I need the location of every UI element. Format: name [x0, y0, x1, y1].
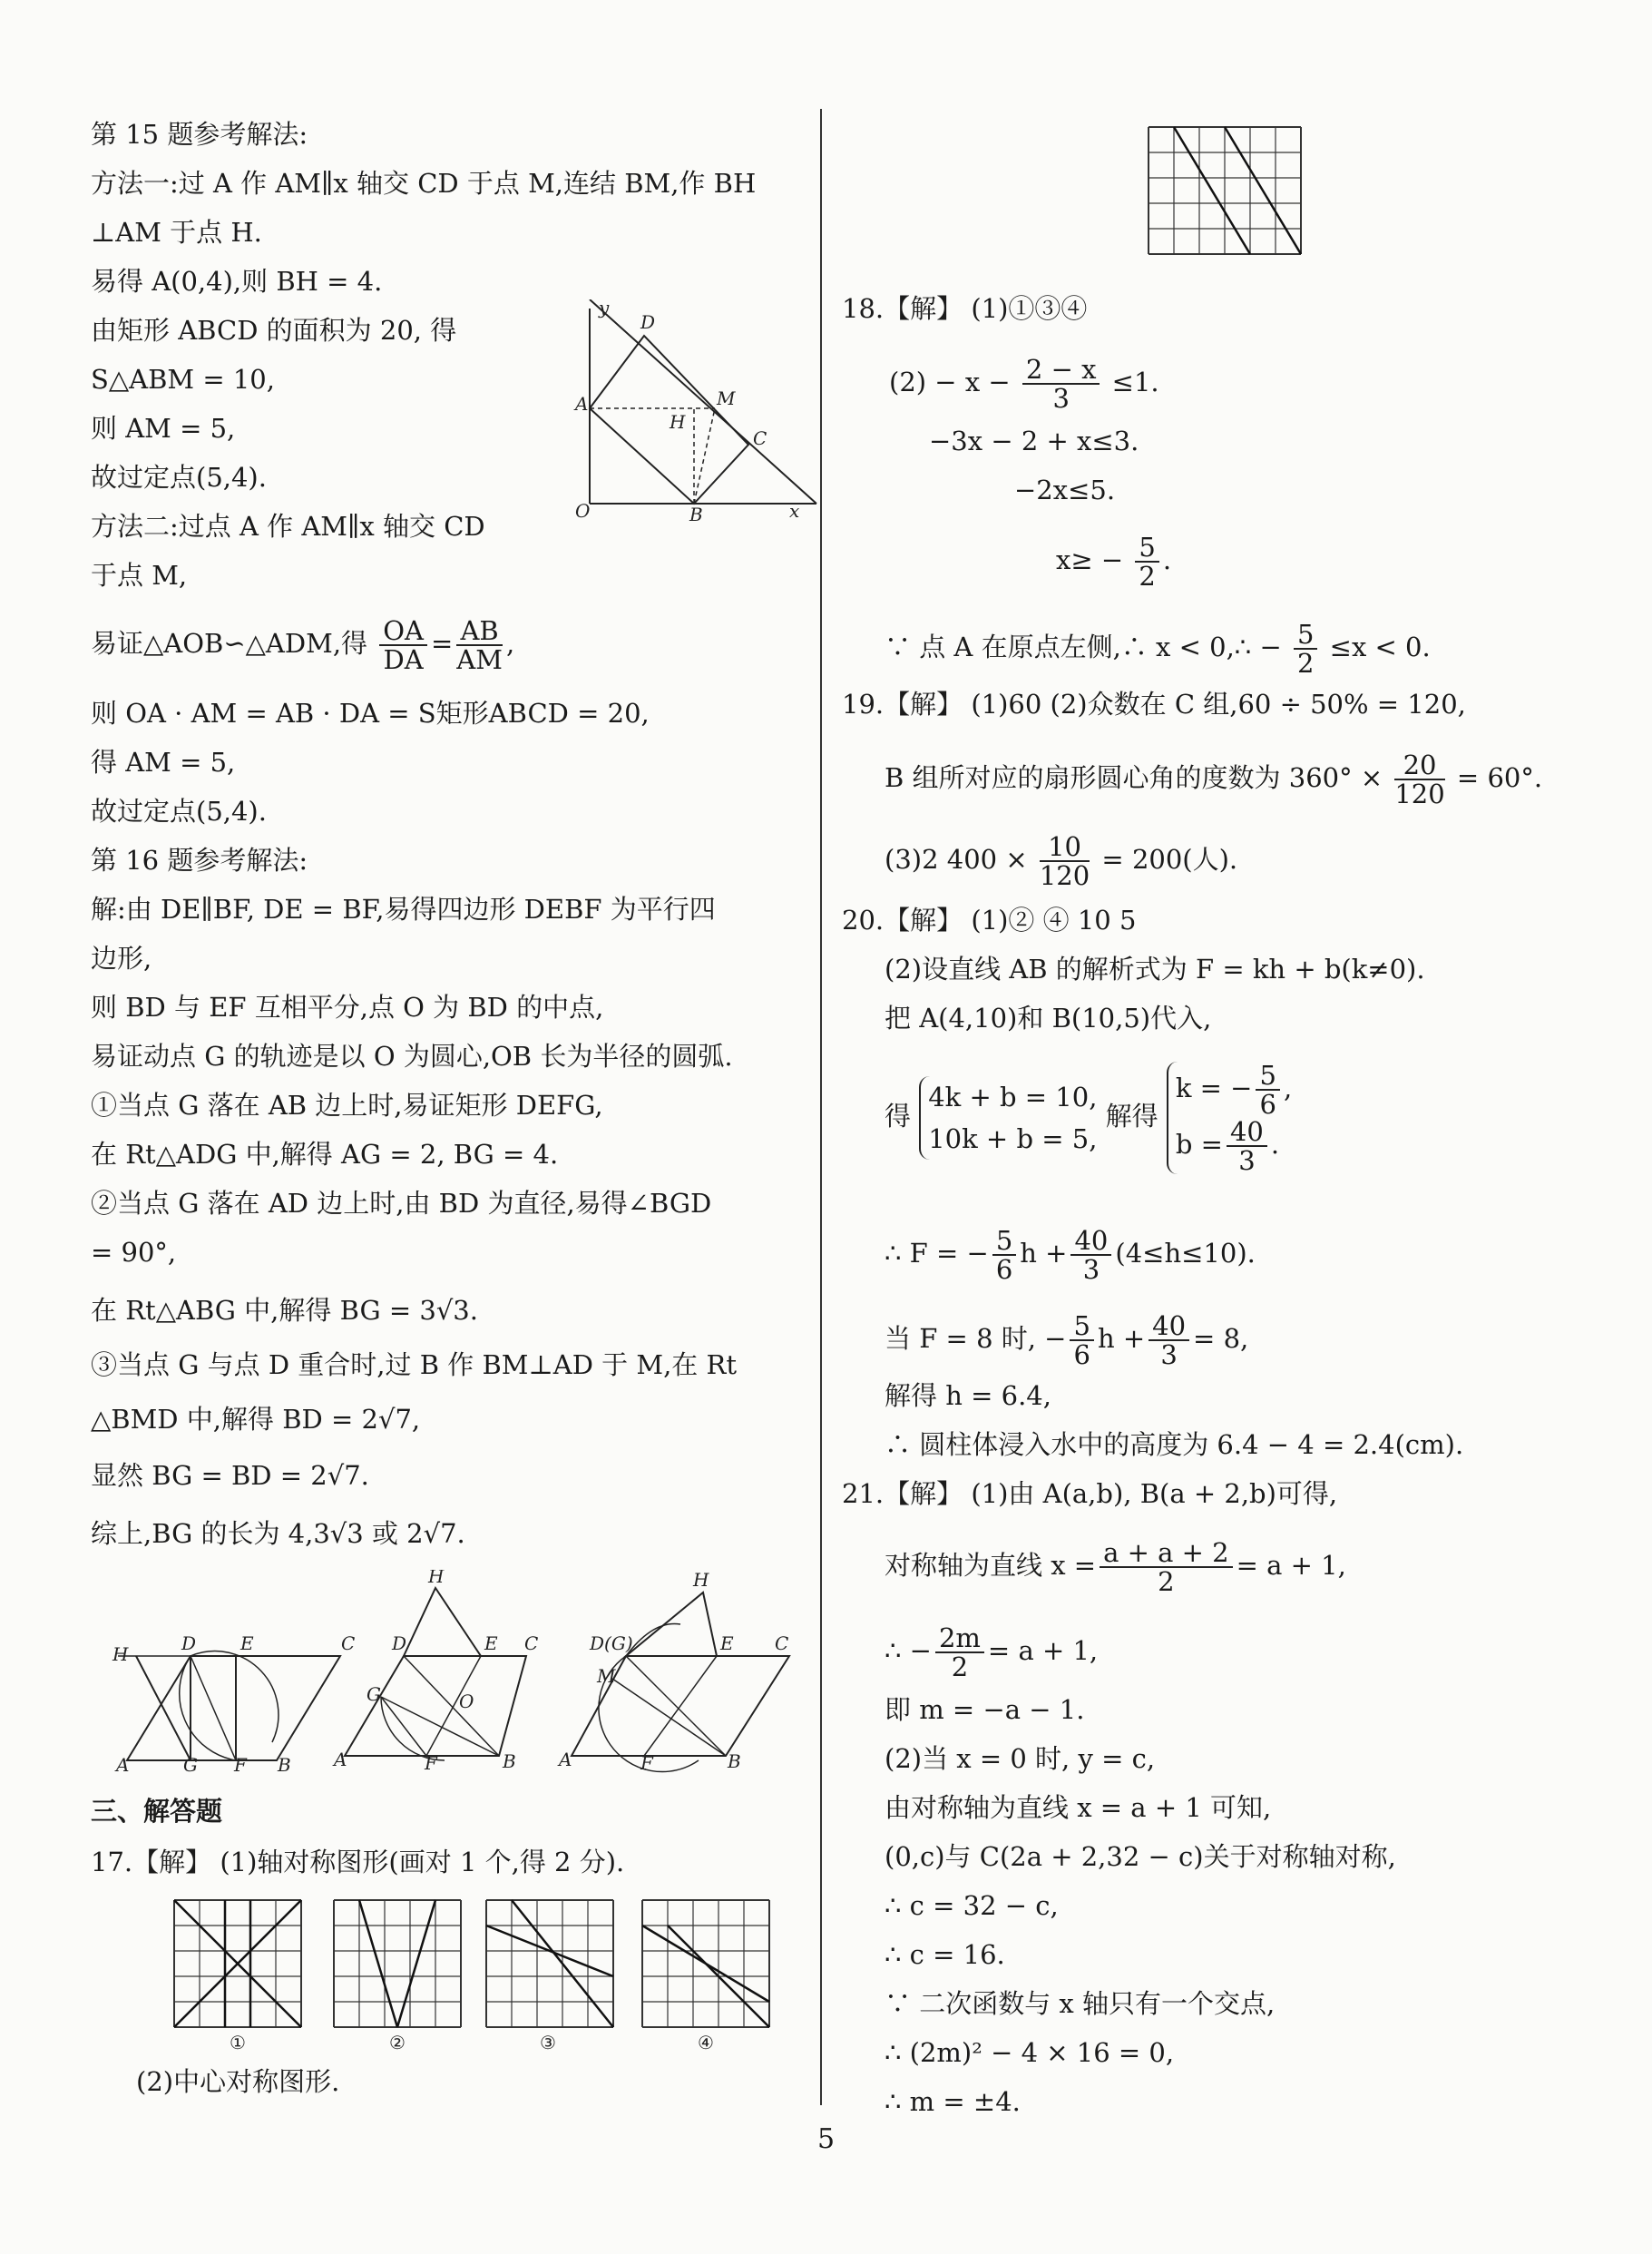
fraction: [992, 1227, 1016, 1283]
text-line: ①当点 G 落在 AB 边上时,易证矩形 DEFG,: [91, 1090, 603, 1121]
text-span: .: [1162, 544, 1172, 575]
numerator: 5: [1256, 1062, 1279, 1091]
denominator: 120: [1394, 779, 1445, 809]
text-line: 第 15 题参考解法:: [91, 119, 308, 150]
denominator: AM: [456, 644, 503, 675]
text-line: [885, 1539, 1346, 1595]
text-span: ∴ −: [885, 1635, 932, 1666]
coordinate-figure: [562, 299, 826, 526]
label-g: G: [183, 1754, 198, 1776]
numerator: a + a + 2: [1100, 1539, 1233, 1568]
text-line: 边形,: [91, 943, 152, 974]
text-line: 第 16 题参考解法:: [91, 845, 308, 876]
text-span: (2) − x −: [889, 367, 1011, 397]
caption-3: ③: [540, 2032, 556, 2053]
denominator: 3: [1160, 1339, 1178, 1370]
text-line: ∵ 二次函数与 x 轴只有一个交点,: [885, 1988, 1276, 2019]
text-span: 4k + b = 10,: [928, 1082, 1098, 1112]
text-line: △BMD 中,解得 BD = 2√7,: [91, 1404, 421, 1435]
label-c: C: [341, 1632, 356, 1654]
text-line: −2x≤5.: [1014, 475, 1116, 505]
label-e: E: [484, 1632, 498, 1654]
numerator: 40: [1227, 1118, 1267, 1147]
text-span: = 200(人).: [1101, 844, 1238, 875]
text-line: 得 AM = 5,: [91, 747, 236, 778]
text-line: 故过定点(5,4).: [91, 796, 267, 827]
numerator: 5: [1070, 1312, 1093, 1341]
label-d: D: [640, 311, 656, 333]
fraction: [1394, 751, 1444, 808]
numerator: 5: [1294, 621, 1317, 650]
numerator: 10: [1040, 833, 1090, 862]
text-span: ∵ 点 A 在原点左侧,∴ x < 0,∴ −: [885, 632, 1282, 662]
denominator: 3: [1238, 1145, 1256, 1176]
label-a: A: [559, 1749, 572, 1770]
grid-segment: [397, 1900, 435, 2027]
fraction: [1135, 534, 1158, 590]
label-o: O: [459, 1690, 474, 1712]
numerator: OA: [379, 617, 427, 646]
text-line: 综上,BG 的长为 4,3√3 或 2√7.: [91, 1518, 465, 1549]
text-line: 于点 M,: [91, 560, 188, 591]
q16-figure-1: [112, 1632, 355, 1776]
text-line: [885, 1312, 1248, 1368]
text-span: ≤x < 0.: [1329, 632, 1431, 662]
text-line: 19.【解】 (1)60 (2)众数在 C 组,60 ÷ 50% = 120,: [842, 689, 1466, 720]
grid-4: [642, 1900, 769, 2027]
text-line: 解:由 DE∥BF, DE = BF,易得四边形 DEBF 为平行四: [91, 894, 716, 925]
label-a: A: [116, 1754, 130, 1776]
text-line: 则 AM = 5,: [91, 413, 236, 444]
grid-3: [486, 1900, 613, 2027]
text-line: [889, 356, 1159, 412]
text-span: = a + 1,: [1236, 1550, 1346, 1581]
label-b: B: [503, 1750, 516, 1772]
text-span: (3)2 400 ×: [885, 844, 1028, 875]
grid-segment: [1174, 127, 1250, 254]
grid-segment: [1225, 127, 1301, 254]
text-span: h +: [1097, 1323, 1146, 1354]
text-line: ∴ m = ±4.: [885, 2086, 1021, 2117]
text-line: (2)中心对称图形.: [136, 2066, 340, 2097]
label-b: B: [278, 1754, 291, 1776]
denominator: 3: [1082, 1254, 1100, 1285]
text-line: [885, 833, 1237, 889]
text-line: 故过定点(5,4).: [91, 462, 267, 493]
label-h: H: [670, 411, 686, 433]
page-number: 5: [816, 2123, 836, 2155]
q16-figure-2: [332, 1570, 538, 1774]
text-line: ③当点 G 与点 D 重合时,过 B 作 BM⊥AD 于 M,在 Rt: [91, 1349, 738, 1380]
text-line: 方法一:过 A 作 AM∥x 轴交 CD 于点 M,连结 BM,作 BH: [91, 168, 757, 199]
label-f: F: [234, 1754, 247, 1776]
section-heading: 三、解答题: [91, 1796, 223, 1827]
fraction: [1022, 356, 1100, 412]
text-span: b =: [1175, 1129, 1223, 1160]
caption-4: ④: [698, 2032, 714, 2053]
numerator: 40: [1149, 1312, 1189, 1341]
label-a: A: [334, 1749, 347, 1770]
text-line: [885, 751, 1542, 808]
label-h: H: [112, 1643, 129, 1665]
fraction: [1040, 833, 1090, 889]
numerator: 5: [1135, 534, 1158, 563]
line-bm: [694, 408, 715, 504]
system-left: [919, 1076, 1097, 1160]
text-line: 17.【解】 (1)轴对称图形(画对 1 个,得 2 分).: [91, 1847, 625, 1877]
label-h: H: [428, 1570, 445, 1587]
text-line: [885, 1227, 1256, 1283]
text-span: ≤1.: [1111, 367, 1159, 397]
text-line: S△ABM = 10,: [91, 364, 275, 395]
caption-1: ①: [230, 2032, 246, 2053]
denominator: 6: [995, 1254, 1013, 1285]
denominator: 2: [1158, 1566, 1175, 1597]
text-line: 易证动点 G 的轨迹是以 O 为圆心,OB 长为半径的圆弧.: [91, 1041, 733, 1072]
text-line: 18.【解】 (1)①③④: [842, 293, 1088, 324]
q16-figure-3: [557, 1570, 789, 1774]
fraction: [1227, 1118, 1267, 1174]
text-span: = 60°.: [1456, 762, 1543, 793]
q17-grids: [163, 1893, 780, 2056]
label-d: D: [181, 1632, 197, 1654]
label-dg: D(G): [590, 1632, 633, 1654]
text-span: 易证△AOB∽△ADM,得: [91, 628, 368, 659]
column-divider: [820, 109, 822, 2105]
numerator: 2m: [935, 1624, 984, 1653]
text-line: ∴ c = 32 − c,: [885, 1890, 1059, 1921]
label-d: D: [392, 1632, 407, 1654]
label-f: F: [425, 1752, 437, 1774]
text-span: h +: [1020, 1238, 1068, 1269]
grid-segment: [359, 1900, 397, 2027]
text-span: 当 F = 8 时, −: [885, 1323, 1067, 1354]
fraction: [1294, 621, 1317, 677]
label-g: G: [367, 1683, 381, 1705]
label-f: F: [640, 1752, 653, 1774]
label-c: C: [753, 427, 767, 449]
label-m: M: [597, 1665, 616, 1687]
label-y: y: [599, 299, 610, 318]
denominator: 2: [951, 1651, 969, 1682]
label-m: M: [717, 387, 736, 409]
q17-central-grid: [1145, 123, 1308, 276]
text-line: [885, 1624, 1098, 1681]
text-line: 把 A(4,10)和 B(10,5)代入,: [885, 1003, 1212, 1034]
caption-2: ②: [389, 2032, 406, 2053]
denominator: 3: [1052, 383, 1070, 414]
text-line: ∴ (2m)² − 4 × 16 = 0,: [885, 2037, 1175, 2068]
fraction: [1100, 1539, 1233, 1595]
denominator: DA: [383, 644, 424, 675]
fraction: [1070, 1227, 1111, 1283]
fraction: [935, 1624, 984, 1681]
text-line: 显然 BG = BD = 2√7.: [91, 1460, 369, 1491]
text-line: 方法二:过点 A 作 AM∥x 轴交 CD: [91, 511, 485, 542]
text-line: 在 Rt△ABG 中,解得 BG = 3√3.: [91, 1295, 478, 1326]
equation-system: [885, 1062, 1292, 1174]
text-line: ∴ c = 16.: [885, 1939, 1005, 1970]
numerator: 20: [1394, 751, 1444, 780]
text-line: [1056, 534, 1171, 590]
label-o: O: [575, 500, 591, 522]
label-e: E: [240, 1632, 254, 1654]
text-line: (2)设直线 AB 的解析式为 F = kh + b(k≠0).: [885, 954, 1425, 985]
text-span: k = −: [1175, 1073, 1253, 1103]
fraction: [1256, 1062, 1279, 1118]
numerator: 5: [992, 1227, 1016, 1256]
denominator: 120: [1039, 860, 1090, 891]
numerator: 40: [1070, 1227, 1111, 1256]
text-line: (2)当 x = 0 时, y = c,: [885, 1743, 1156, 1774]
text-span: (4≤h≤10).: [1115, 1238, 1256, 1269]
q16-figures: [100, 1570, 798, 1779]
text-span: B 组所对应的扇形圆心角的度数为 360° ×: [885, 762, 1383, 793]
label-c: C: [775, 1632, 789, 1654]
text-line: ∴ 圆柱体浸入水中的高度为 6.4 − 4 = 2.4(cm).: [885, 1429, 1464, 1460]
numerator: AB: [456, 617, 503, 646]
fraction: [456, 617, 503, 673]
text-line: 即 m = −a − 1.: [885, 1694, 1085, 1725]
label-e: E: [720, 1632, 734, 1654]
text-line: 易得 A(0,4),则 BH = 4.: [91, 266, 383, 297]
text-span: = a + 1,: [987, 1635, 1099, 1666]
text-line: −3x − 2 + x≤3.: [929, 426, 1139, 456]
grid-central: [1149, 127, 1301, 254]
text-span: 10k + b = 5,: [928, 1123, 1098, 1154]
text-line: 则 BD 与 EF 互相平分,点 O 为 BD 的中点,: [91, 992, 604, 1023]
grid-1: [174, 1900, 301, 2027]
text-span: 解得: [1105, 1101, 1158, 1132]
text-line: ②当点 G 落在 AD 边上时,由 BD 为直径,易得∠BGD: [91, 1188, 712, 1219]
text-span: 对称轴为直线 x =: [885, 1550, 1097, 1581]
text-span: = 8,: [1193, 1323, 1249, 1354]
text-span: 得: [885, 1101, 912, 1132]
text-line: (0,c)与 C(2a + 2,32 − c)关于对称轴对称,: [885, 1841, 1396, 1872]
label-b: B: [689, 504, 703, 525]
text-line: 21.【解】 (1)由 A(a,b), B(a + 2,b)可得,: [842, 1478, 1338, 1509]
fraction: [1070, 1312, 1093, 1368]
text-line: 易证△AOB∽△ADM,得 $\frac{OA}{DA}$ = $\frac{AB}{AM}$ ,: [91, 615, 515, 675]
text-line: 解得 h = 6.4,: [885, 1380, 1051, 1411]
text-span: x≥ −: [1056, 544, 1124, 575]
text-span: ∴ F = −: [885, 1238, 989, 1269]
system-right: k = − $\frac{5}{6}$ , b = $\frac{40}{3}$ .: [1167, 1062, 1292, 1174]
text-line: 由对称轴为直线 x = a + 1 可知,: [885, 1792, 1272, 1823]
label-b: B: [728, 1750, 741, 1772]
text-line: [885, 621, 1431, 677]
denominator: 2: [1296, 648, 1315, 679]
label-c: C: [524, 1632, 539, 1654]
label-x: x: [789, 500, 800, 522]
label-h: H: [693, 1570, 709, 1591]
text-line: 在 Rt△ADG 中,解得 AG = 2, BG = 4.: [91, 1139, 559, 1170]
fraction: [1149, 1312, 1189, 1368]
grid-2: [334, 1900, 461, 2027]
text-line: 20.【解】 (1)② ④ 10 5: [842, 905, 1137, 936]
numerator: 2 − x: [1022, 356, 1100, 385]
text-line: ⊥AM 于点 H.: [91, 217, 262, 248]
denominator: 2: [1139, 561, 1156, 592]
fraction: [379, 617, 427, 673]
text-line: 由矩形 ABCD 的面积为 20, 得: [91, 315, 457, 346]
text-line: 则 OA · AM = AB · DA = S矩形ABCD = 20,: [91, 698, 650, 729]
denominator: 6: [1259, 1089, 1276, 1120]
label-a: A: [575, 393, 589, 415]
denominator: 6: [1073, 1339, 1090, 1370]
text-line: = 90°,: [91, 1237, 177, 1268]
